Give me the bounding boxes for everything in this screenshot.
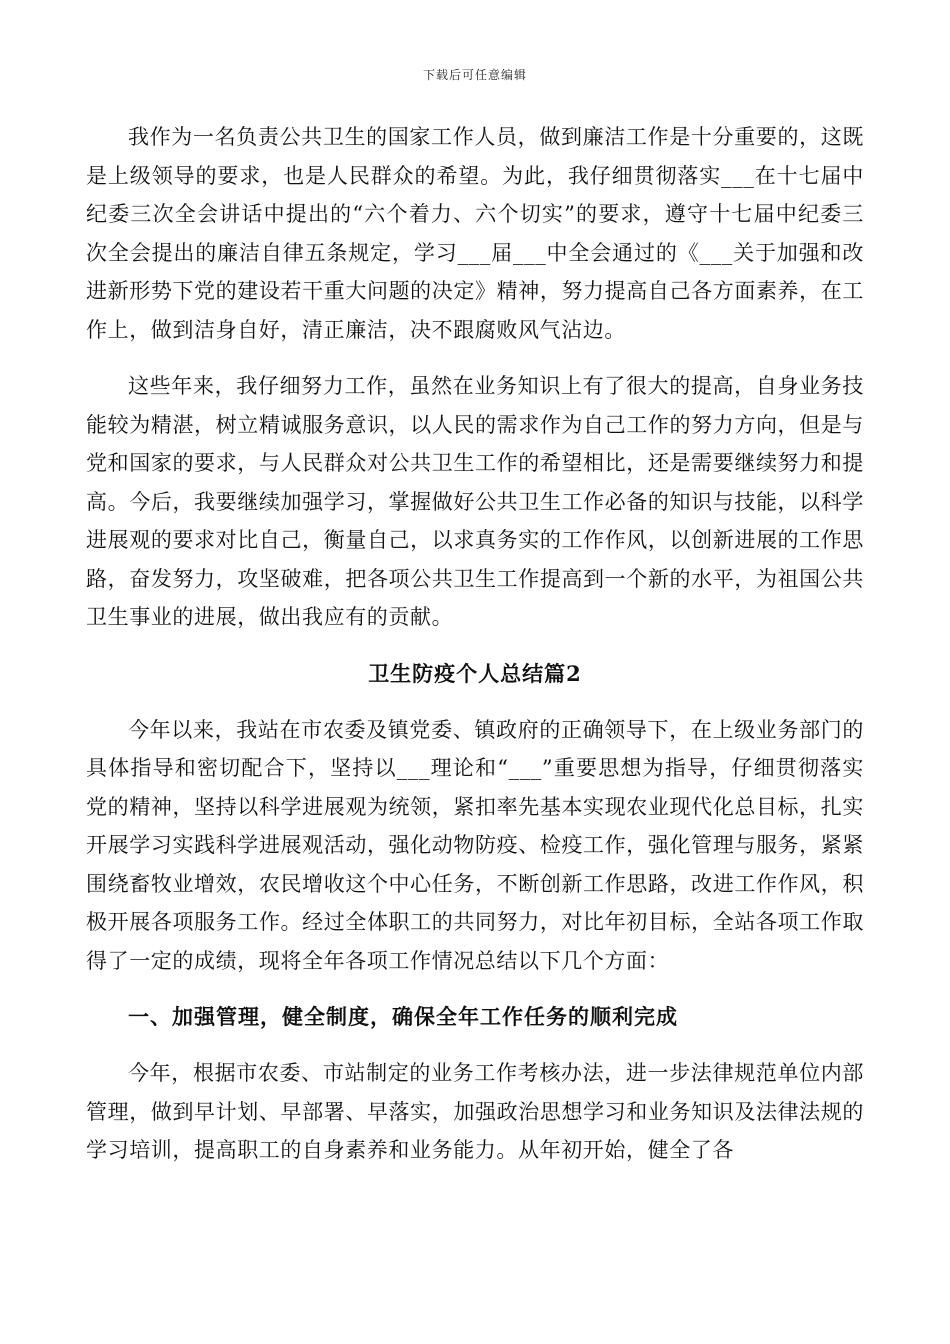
- paragraph-1: 我作为一名负责公共卫生的国家工作人员，做到廉洁工作是十分重要的，这既是上级领导的要求，也是人民群众的希望。为此，我仔细贯彻落实___在十七届中纪委三次全会讲话中提出的“六个着力、六个切实”的要求，遵守十七届中纪委三次全会提出的廉洁自律五条规定，学习___届___中全会通过的《___关于加强和改进新形势下党的建设若干重大问题的决定》精神，努力提高自己各方面素养，在工作上，做到洁身自好，清正廉洁，决不跟腐败风气沾边。: [86, 125, 864, 342]
- paragraph-gap: [86, 349, 864, 367]
- paragraph-3: 今年以来，我站在市农委及镇党委、镇政府的正确领导下，在上级业务部门的具体指导和密切配合下，坚持以___理论和“___”重要思想为指导，仔细贯彻落实党的精神，坚持以科学进展观为统领，紧扣率先基本实现农业现代化总目标，扎实开展学习实践科学进展观活动，强化动物防疫、检疫工作，强化管理与服务，紧紧围绕畜牧业增效，农民增收这个中心任务，不断创新工作思路，改进工作作风，积极开展各项服务工作。经过全体职工的共同努力，对比年初目标，全站各项工作取得了一定的成绩，现将全年各项工作情况总结以下几个方面：: [86, 717, 864, 973]
- paragraph-gap: [86, 980, 864, 998]
- paragraph-gap: [86, 637, 864, 655]
- sub-heading-1: 一、加强管理，健全制度，确保全年工作任务的顺利完成: [128, 1004, 678, 1029]
- paragraph-gap: [86, 693, 864, 711]
- paragraph-gap: [86, 1036, 864, 1054]
- header-note: 下载后可任意编辑: [422, 68, 527, 82]
- paragraph-2: 这些年来，我仔细努力工作，虽然在业务知识上有了很大的提高，自身业务技能较为精湛，树立精诚服务意识，以人民的需求作为自己工作的努力方向，但是与党和国家的要求，与人民群众对公共卫生工作的希望相比，还是需要继续努力和提高。今后，我要继续加强学习，掌握做好公共卫生工作必备的知识与技能，以科学进展观的要求对比自己，衡量自己，以求真务实的工作作风，以创新进展的工作思路，奋发努力，攻坚破难，把各项公共卫生工作提高到一个新的水平，为祖国公共卫生事业的进展，做出我应有的贡献。: [86, 374, 864, 629]
- section-title: 卫生防疫个人总结篇2: [368, 660, 582, 686]
- document-body: [86, 118, 864, 1170]
- paragraph-4: 今年，根据市农委、市站制定的业务工作考核办法，进一步法律规范单位内部管理，做到早计划、早部署、早落实，加强政治思想学习和业务知识及法律法规的学习培训，提高职工的自身素养和业务能力。从年初开始，健全了各: [86, 1061, 864, 1162]
